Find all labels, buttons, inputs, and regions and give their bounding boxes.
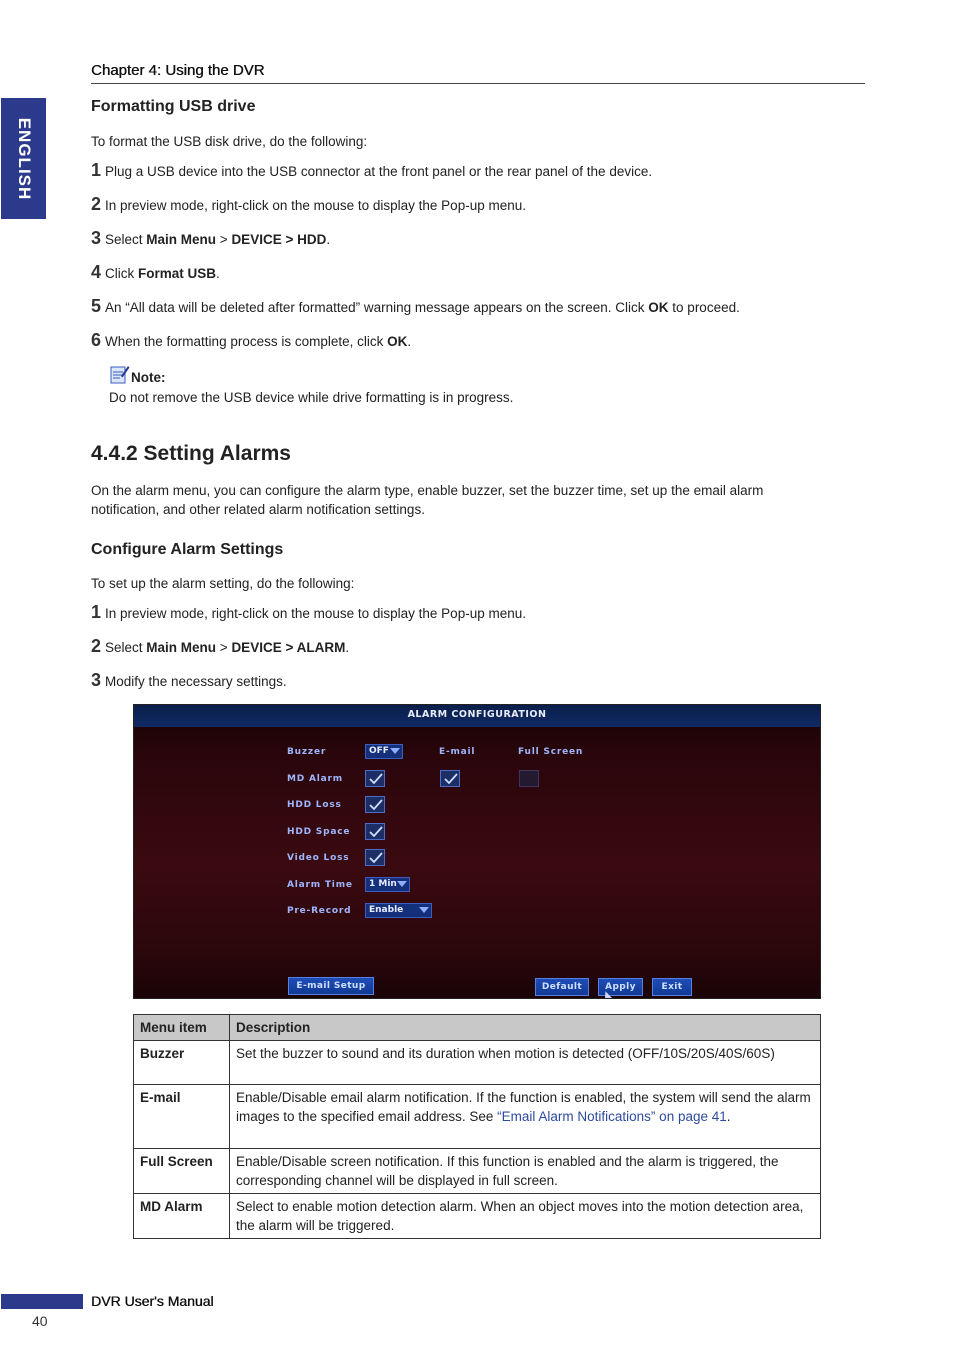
usb-step-1: 1 Plug a USB device into the USB connector at the front panel or the rear panel of the device. xyxy=(91,160,653,180)
table-row xyxy=(134,1149,821,1194)
chapter-divider xyxy=(91,83,865,84)
alarm-step-2: 2 Select Main Menu > DEVICE > ALARM. xyxy=(91,636,350,656)
hdd-loss-checkbox[interactable] xyxy=(365,796,385,813)
table-row xyxy=(134,1085,821,1149)
buzzer-select[interactable]: OFF xyxy=(365,744,403,759)
check-icon xyxy=(369,852,383,864)
hdd-loss-label: HDD Loss xyxy=(287,800,342,810)
table-cell-description: Enable/Disable email alarm notification. If the function is enabled, the system will send the alarm images to the specified email address. See “Email Alarm Notifications” on page 41. xyxy=(230,1085,821,1149)
default-button[interactable]: Default xyxy=(535,978,589,996)
alarm-step-1: 1 In preview mode, right-click on the mouse to display the Pop-up menu. xyxy=(91,602,526,622)
footer-accent-bar xyxy=(1,1294,83,1309)
usb-heading: Formatting USB drive xyxy=(91,98,256,115)
language-tab xyxy=(1,98,46,219)
video-loss-checkbox[interactable] xyxy=(365,849,385,866)
buzzer-label: Buzzer xyxy=(287,747,327,757)
chapter-title: Chapter 4: Using the DVR xyxy=(91,62,265,79)
table-header-row xyxy=(134,1015,821,1041)
alarm-step-3: 3 Modify the necessary settings. xyxy=(91,670,287,690)
table-row xyxy=(134,1194,821,1239)
menu-description-table xyxy=(133,1014,821,1239)
alarm-time-label: Alarm Time xyxy=(287,880,353,890)
note-icon xyxy=(108,364,130,384)
alarms-intro: On the alarm menu, you can configure the alarm type, enable buzzer, set the buzzer time, set up the email alarm notification, and other related alarm notification settings. xyxy=(91,483,764,517)
column-header-menu-item: Menu item xyxy=(134,1015,230,1041)
email-checkbox[interactable] xyxy=(440,770,460,787)
note-label: Note: xyxy=(131,370,166,385)
usb-intro: To format the USB disk drive, do the following: xyxy=(91,134,368,149)
note-text: Do not remove the USB device while drive formatting is in progress. xyxy=(109,390,514,405)
apply-button[interactable]: Apply xyxy=(598,978,643,996)
check-icon xyxy=(369,799,383,811)
email-setup-button[interactable]: E-mail Setup xyxy=(288,977,374,995)
usb-step-5: 5 An “All data will be deleted after formatted” warning message appears on the screen. Click OK to proceed. xyxy=(91,296,740,316)
usb-step-2: 2 In preview mode, right-click on the mouse to display the Pop-up menu. xyxy=(91,194,526,214)
check-icon xyxy=(369,773,383,785)
video-loss-label: Video Loss xyxy=(287,853,350,863)
full-screen-column-label: Full Screen xyxy=(518,747,584,757)
check-icon xyxy=(369,826,383,838)
table-cell-item: E-mail xyxy=(134,1085,230,1149)
hdd-space-checkbox[interactable] xyxy=(365,823,385,840)
table-cell-description: Enable/Disable screen notification. If this function is enabled and the alarm is triggered, the corresponding channel will be displayed in full screen. xyxy=(230,1149,821,1194)
alarm-time-select[interactable]: 1 Min xyxy=(365,877,410,892)
configure-intro: To set up the alarm setting, do the following: xyxy=(91,576,355,591)
page-number: 40 xyxy=(32,1313,48,1329)
chevron-down-icon xyxy=(397,881,407,887)
language-label: ENGLISH xyxy=(14,117,34,200)
chevron-down-icon xyxy=(390,748,400,754)
exit-button[interactable]: Exit xyxy=(652,978,692,996)
section-heading: 4.4.2 Setting Alarms xyxy=(91,442,291,465)
table-cell-description: Select to enable motion detection alarm. When an object moves into the motion detection area, the alarm will be triggered. xyxy=(230,1194,821,1239)
email-notifications-link[interactable]: “Email Alarm Notifications” on page 41 xyxy=(497,1109,727,1124)
full-screen-checkbox[interactable] xyxy=(519,770,539,787)
usb-step-3: 3 Select Main Menu > DEVICE > HDD. xyxy=(91,228,331,248)
chevron-down-icon xyxy=(419,907,429,913)
md-alarm-label: MD Alarm xyxy=(287,774,343,784)
email-column-label: E-mail xyxy=(439,747,476,757)
pre-record-label: Pre-Record xyxy=(287,906,352,916)
column-header-description: Description xyxy=(230,1015,821,1041)
table-cell-item: Buzzer xyxy=(134,1041,230,1085)
md-alarm-checkbox[interactable] xyxy=(365,770,385,787)
usb-step-4: 4 Click Format USB. xyxy=(91,262,220,282)
hdd-space-label: HDD Space xyxy=(287,827,351,837)
pre-record-select[interactable]: Enable xyxy=(365,903,432,918)
footer-title: DVR User's Manual xyxy=(91,1293,214,1309)
alarm-configuration-screenshot xyxy=(133,704,821,999)
configure-heading: Configure Alarm Settings xyxy=(91,541,284,558)
table-row xyxy=(134,1041,821,1085)
dvr-title: ALARM CONFIGURATION xyxy=(407,709,547,720)
usb-step-6: 6 When the formatting process is complete, click OK. xyxy=(91,330,412,350)
table-cell-item: MD Alarm xyxy=(134,1194,230,1239)
check-icon xyxy=(444,773,458,785)
table-cell-item: Full Screen xyxy=(134,1149,230,1194)
table-cell-description: Set the buzzer to sound and its duration when motion is detected (OFF/10S/20S/40S/60S) xyxy=(230,1041,821,1085)
